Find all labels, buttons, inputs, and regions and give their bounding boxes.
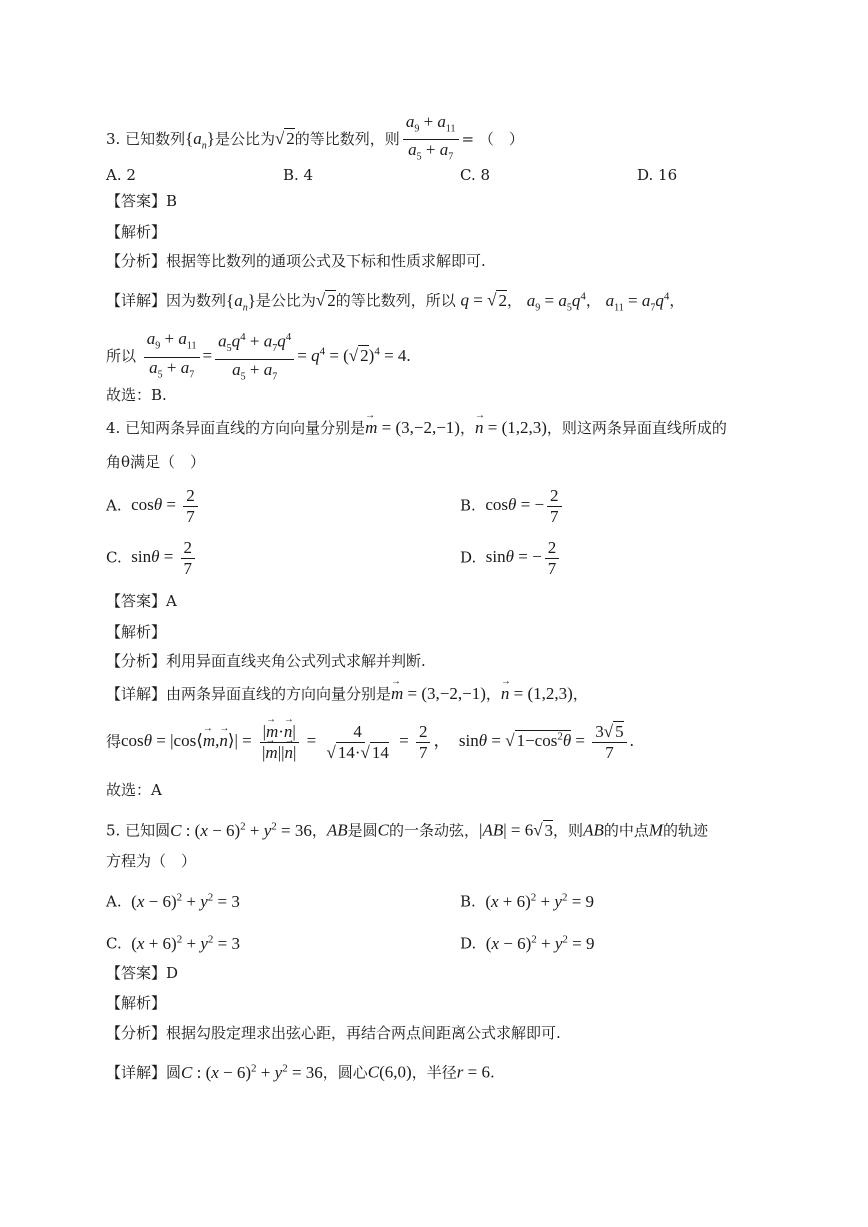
q4-option-a: A. cosθ = $\frac{2}{7}$	[106, 486, 201, 527]
q3-option-d: D. 16	[637, 166, 678, 184]
q3-answer: 【答案】B	[106, 192, 178, 210]
q3-so-tail: = $q^4$ = (√ 2)$^4$ = 4.	[297, 345, 411, 366]
q3-detail-a9: $a_9 = a_5q^4$	[526, 290, 586, 314]
q4-detail-text: 【详解】由两条异面直线的方向向量分别是	[106, 685, 392, 703]
q4-stem1: 4. 已知两条异面直线的方向向量分别是→ m = (3,−2,−1)，→ n = (1,2,3)，则这两条异面直线所成的	[106, 417, 727, 439]
q3-detail-seq: $\{a_n\}$	[226, 290, 256, 314]
q3-so: 所以 $\frac{a_9 + a_{11}}{a_5 + a_7}$ = $\frac{a_5q^4 + a_7q^4}{a_5 + a_7}$ = $q^4$ = (√ 2)$^4$ = 4.	[106, 327, 411, 387]
q4-stem1-end: ，则这两条异面直线所成的	[546, 419, 727, 437]
q4-guxuan: 故选：A	[106, 781, 162, 799]
q4-stem1-text: 4. 已知两条异面直线的方向向量分别是	[106, 419, 366, 437]
q4-detail-m: → m = (3,−2,−1)	[391, 684, 486, 703]
q4-option-b: B. cosθ = − $\frac{2}{7}$	[460, 486, 565, 527]
q3-so-frac1: $\frac{a_9 + a_{11}}{a_5 + a_7}$	[144, 329, 200, 385]
q4-n-vec: → n = (1,2,3)	[475, 418, 547, 437]
q5-circle: C : $(x - 6)^2 + y^2 = 36$	[170, 820, 312, 840]
q4-option-c: C. sinθ = $\frac{2}{7}$	[106, 538, 198, 579]
q5-fenxi: 【分析】根据勾股定理求出弦心距，再结合两点间距离公式求解即可.	[106, 1024, 561, 1042]
q3-so-prefix: 所以	[106, 347, 137, 366]
q4-m-vec: → m = (3,−2,−1)	[365, 418, 460, 437]
q4-detail-n: → n = (1,2,3)	[501, 684, 573, 703]
q3-seq: $\{a_n\}$	[185, 128, 215, 152]
q5-answer: 【答案】D	[106, 964, 179, 982]
q4-answer: 【答案】A	[106, 592, 177, 610]
q5-option-c: C. $(x + 6)^2 + y^2 = 3$	[106, 933, 240, 953]
q3-option-c: C. 8	[460, 166, 491, 184]
q3-ratio: √ 2	[274, 128, 295, 148]
q3-option-b: B. 4	[283, 166, 314, 184]
q3-detail-prefix: 【详解】因为数列	[106, 291, 227, 310]
q5-option-d: D. $(x - 6)^2 + y^2 = 9$	[460, 933, 595, 953]
q4-stem2: 角θ满足（ ）	[106, 453, 206, 471]
q3-stem-end: = （ ）	[461, 129, 524, 148]
q3-fenxi: 【分析】根据等比数列的通项公式及下标和性质求解即可.	[106, 252, 486, 270]
q3-detail-mid: 是公比为	[255, 291, 316, 310]
q4-derivation	[106, 722, 634, 763]
q5-stem2: 方程为（ ）	[106, 852, 197, 870]
q4-jiexi: 【解析】	[106, 623, 167, 641]
q3-detail-ratio: √ 2	[315, 290, 336, 310]
q4-derivation-expr: cosθ = |cos⟨→ m,→ n⟩| = $\frac{|\to m\cdot\to n|}{|\to m||\to n|}$ = $\frac{4}{√ 14\cdot√ 14}$ = $\frac{2}{7}$ ， sinθ = √ $1-\cos^2\theta$ = $\frac{3√ 5}{7}$ .	[121, 731, 634, 750]
q3-so-frac2: $\frac{a_5q^4 + a_7q^4}{a_5 + a_7}$	[215, 327, 294, 387]
q5-jiexi: 【解析】	[106, 994, 167, 1012]
q3-detail-a11: $a_{11} = a_7q^4$	[605, 290, 670, 314]
q5-detail: 【详解】圆C : $(x - 6)^2 + y^2 = 36$，圆心C(6,0)，半径r = 6.	[106, 1062, 495, 1082]
q3-stem-mid: 是公比为	[214, 129, 275, 148]
q3-stem-prefix: 3. 已知数列	[106, 129, 186, 148]
q5-stem1-text: 5. 已知圆	[106, 821, 171, 840]
q3-jiexi: 【解析】	[106, 223, 167, 241]
q3-option-a: A. 2	[106, 166, 136, 184]
q5-option-a: A. $(x - 6)^2 + y^2 = 3$	[106, 891, 240, 911]
q4-fenxi: 【分析】利用异面直线夹角公式列式求解并判断.	[106, 652, 426, 670]
q3-detail-mid2: 的等比数列，所以	[335, 291, 456, 310]
q3-detail-q: q = √ 2	[460, 290, 507, 310]
q3-stem	[106, 112, 524, 168]
q3-stem-mid2: 的等比数列，则	[294, 129, 400, 148]
q5-option-b: B. $(x + 6)^2 + y^2 = 9$	[460, 891, 595, 911]
q4-detail: 【详解】由两条异面直线的方向向量分别是→ m = (3,−2,−1)，→ n = (1,2,3)，	[106, 683, 588, 705]
q3-fraction: $\frac{a_9 + a_{11}}{a_5 + a_7}$	[403, 112, 459, 168]
q3-detail: 【详解】因为数列$\{a_n\}$是公比为√ 2的等比数列，所以 q = √ 2， $a_9 = a_5q^4$， $a_{11} = a_7q^4$，	[106, 290, 685, 314]
q3-guxuan: 故选：B.	[106, 386, 167, 404]
q4-option-d: D. sinθ = − $\frac{2}{7}$	[460, 538, 562, 579]
q4-derivation-prefix: 得	[106, 732, 122, 751]
q5-stem1: 5. 已知圆C : $(x - 6)^2 + y^2 = 36$，AB是圆C的一条动弦，|AB| = 6√ 3，则AB的中点M的轨迹	[106, 820, 709, 840]
